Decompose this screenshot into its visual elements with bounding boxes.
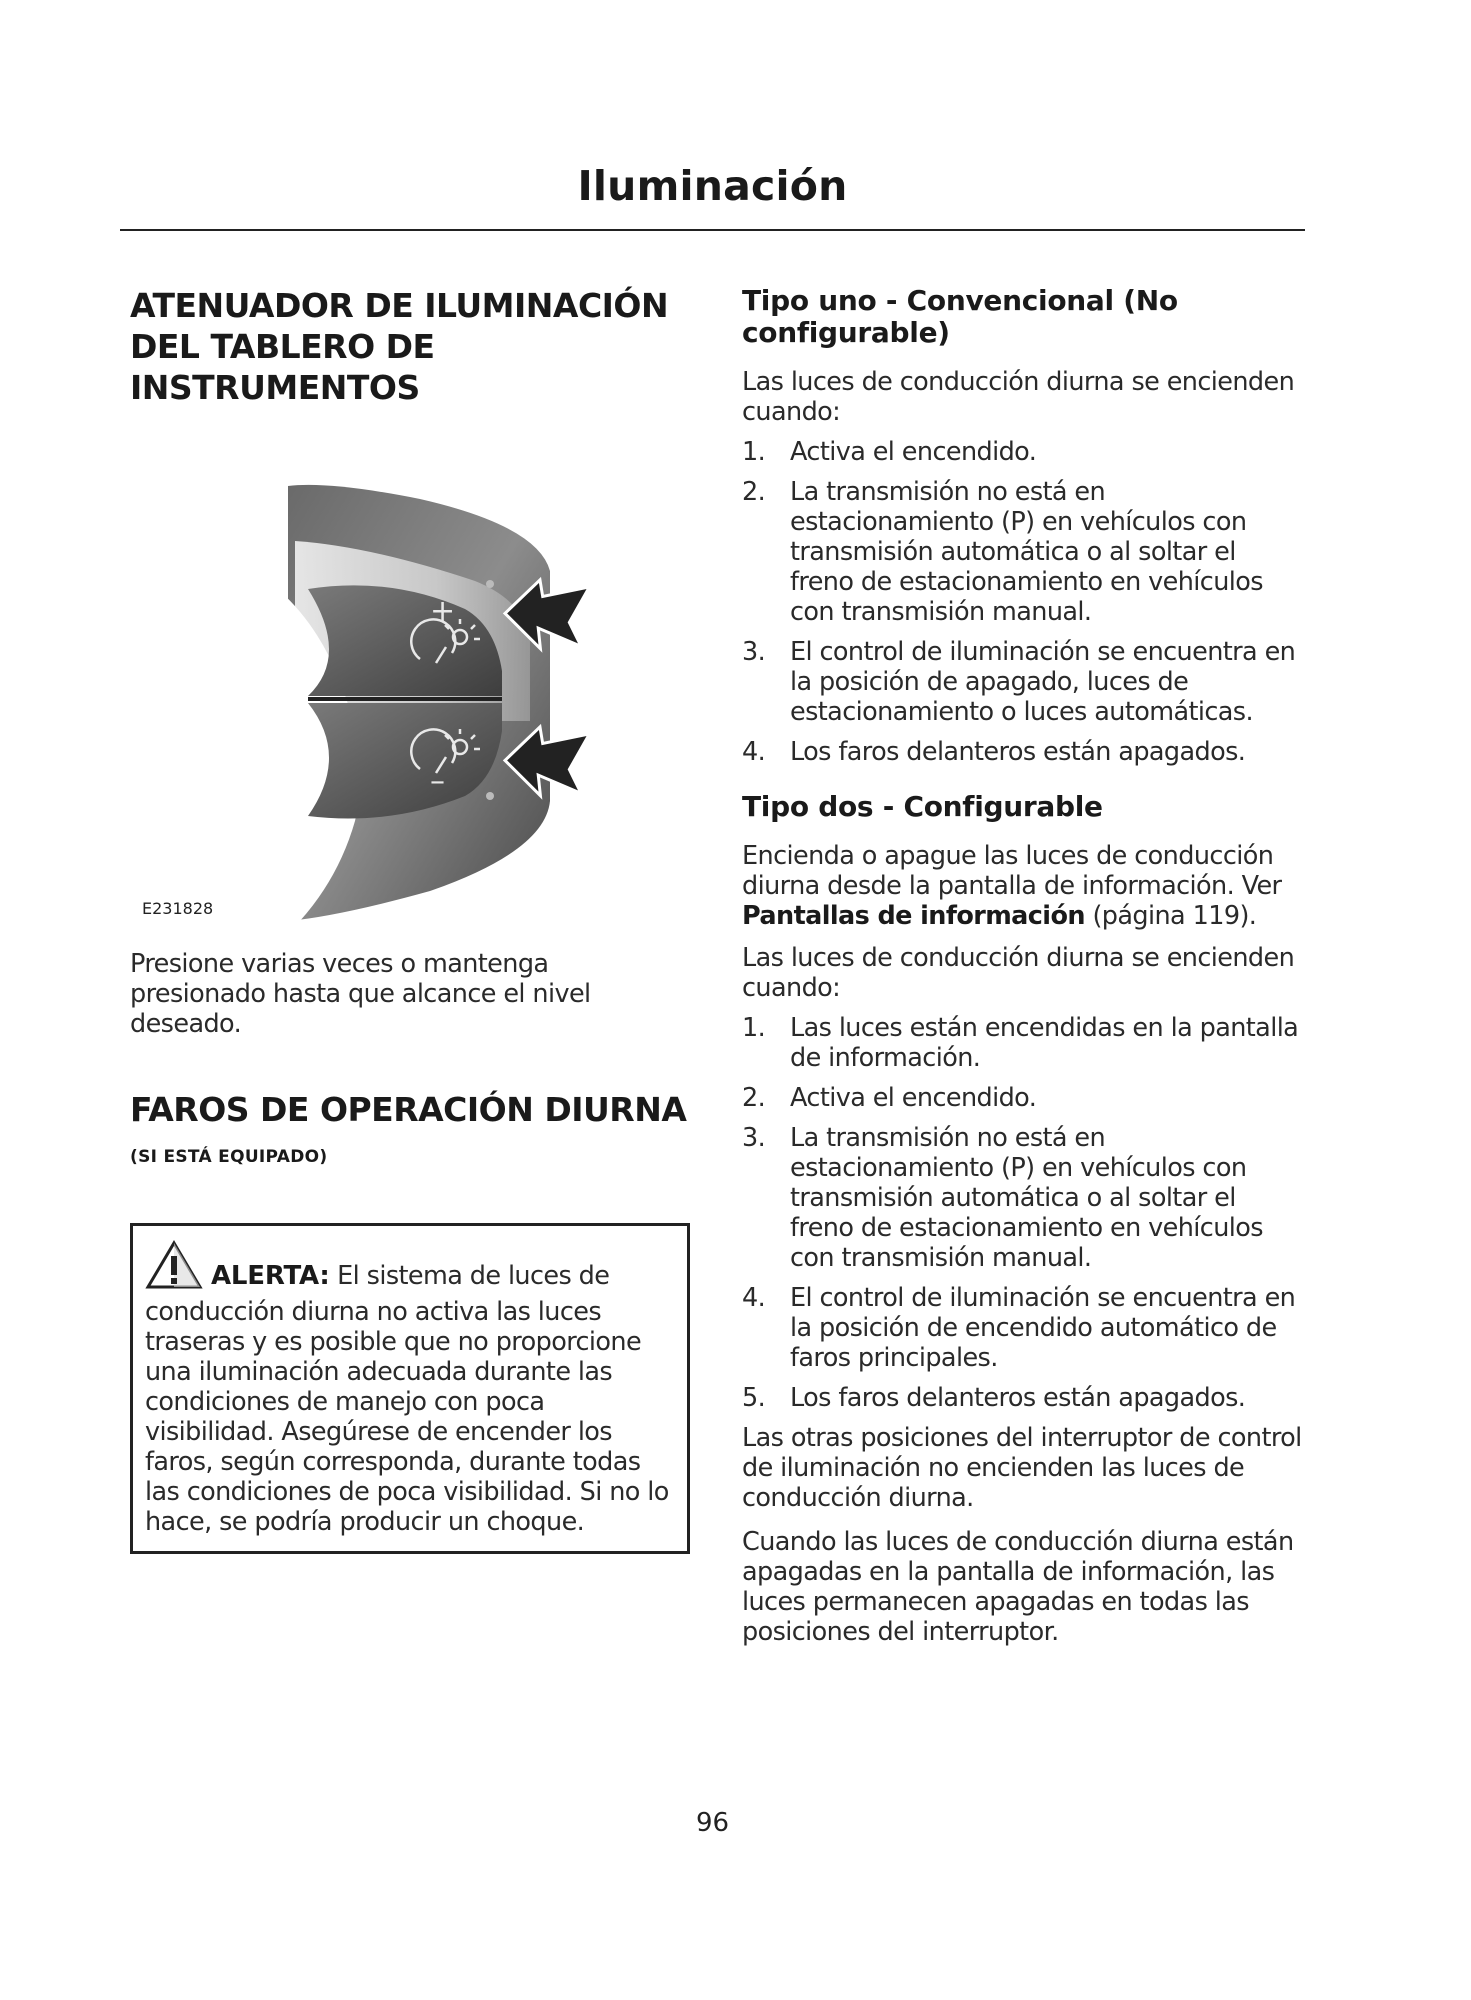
- info-displays-link[interactable]: Pantallas de información: [742, 901, 1085, 931]
- type2-steps-list: [742, 1013, 1302, 1413]
- step-number: 3.: [742, 637, 766, 667]
- alert-box: [130, 1223, 690, 1554]
- list-item: [742, 437, 1302, 467]
- step-number: 3.: [742, 1123, 766, 1153]
- type1-title: Tipo uno - Convencional (No configurable): [742, 284, 1178, 349]
- page-number: 96: [695, 1808, 730, 1838]
- step-number: 4.: [742, 737, 766, 767]
- section-title-drl: [130, 1089, 690, 1178]
- step-text: Activa el encendido.: [790, 1083, 1037, 1113]
- list-item: [742, 1383, 1302, 1413]
- step-text: La transmisión no está en estacionamiento (P) en vehículos con transmisión automática o al soltar el freno de estacionamiento en vehículos con transmisión manual.: [790, 477, 1263, 627]
- left-column: [130, 285, 690, 1554]
- equipment-note: (SI ESTÁ EQUIPADO): [130, 1147, 328, 1167]
- step-number: 1.: [742, 1013, 766, 1043]
- type2-page-ref: (página 119).: [1084, 901, 1257, 931]
- list-item: [742, 1283, 1302, 1373]
- steering-dimmer-illustration: [130, 441, 690, 921]
- step-text: El control de iluminación se encuentra en la posición de apagado, luces de estacionamiento o luces automáticas.: [790, 637, 1296, 727]
- alert-paragraph: [145, 1240, 677, 1537]
- step-number: 1.: [742, 437, 766, 467]
- type2-desc-text: Encienda o apague las luces de conducción diurna desde la pantalla de información. Ver: [742, 841, 1282, 901]
- section-title-dimmer: ATENUADOR DE ILUMINACIÓN DEL TABLERO DE INSTRUMENTOS: [130, 286, 669, 407]
- drl-off-paragraph: Cuando las luces de conducción diurna están apagadas en la pantalla de información, las luces permanecen apagadas en todas las posiciones del interruptor.: [742, 1527, 1294, 1647]
- header-divider: [120, 229, 1305, 231]
- list-item: [742, 737, 1302, 767]
- step-number: 4.: [742, 1283, 766, 1313]
- type2-description: [742, 841, 1302, 931]
- step-number: 5.: [742, 1383, 766, 1413]
- list-item: [742, 637, 1302, 727]
- type2-intro: Las luces de conducción diurna se encienden cuando:: [742, 943, 1295, 1003]
- list-item: [742, 477, 1302, 627]
- list-item: [742, 1083, 1302, 1113]
- other-positions-paragraph: Las otras posiciones del interruptor de control de iluminación no encienden las luces de conducción diurna.: [742, 1423, 1302, 1513]
- type1-steps-list: [742, 437, 1302, 767]
- warning-triangle-icon: [145, 1240, 203, 1297]
- type2-title: Tipo dos - Configurable: [742, 790, 1103, 823]
- right-column: [742, 285, 1302, 1647]
- drl-title-text: FAROS DE OPERACIÓN DIURNA: [130, 1090, 687, 1129]
- dimmer-instructions: Presione varias veces o mantenga presionado hasta que alcance el nivel deseado.: [130, 949, 591, 1039]
- step-text: Activa el encendido.: [790, 437, 1037, 467]
- step-text: Las luces están encendidas en la pantalla de información.: [790, 1013, 1299, 1073]
- step-number: 2.: [742, 1083, 766, 1113]
- step-text: Los faros delanteros están apagados.: [790, 737, 1246, 767]
- step-text: Los faros delanteros están apagados.: [790, 1383, 1246, 1413]
- type1-intro: Las luces de conducción diurna se encienden cuando:: [742, 367, 1295, 427]
- dimmer-switch-figure: [130, 441, 690, 921]
- figure-id: E231828: [142, 899, 214, 918]
- alert-label: ALERTA:: [211, 1261, 330, 1291]
- list-item: [742, 1013, 1302, 1073]
- minus-symbol: –: [430, 764, 445, 799]
- page-header-title: Iluminación: [577, 162, 848, 210]
- list-item: [742, 1123, 1302, 1273]
- plus-symbol: +: [430, 594, 456, 629]
- step-number: 2.: [742, 477, 766, 507]
- alert-text: El sistema de luces de conducción diurna no activa las luces traseras y es posible que no proporcione una iluminación adecuada durante las condiciones de manejo con poca visibilidad. Asegúrese de encender los faros, según corresponda, durante todas las condiciones de poca visibilidad. Si no lo hace, se podría producir un choque.: [145, 1261, 669, 1537]
- step-text: La transmisión no está en estacionamiento (P) en vehículos con transmisión automática o al soltar el freno de estacionamiento en vehículos con transmisión manual.: [790, 1123, 1263, 1273]
- step-text: El control de iluminación se encuentra en la posición de encendido automático de faros principales.: [790, 1283, 1296, 1373]
